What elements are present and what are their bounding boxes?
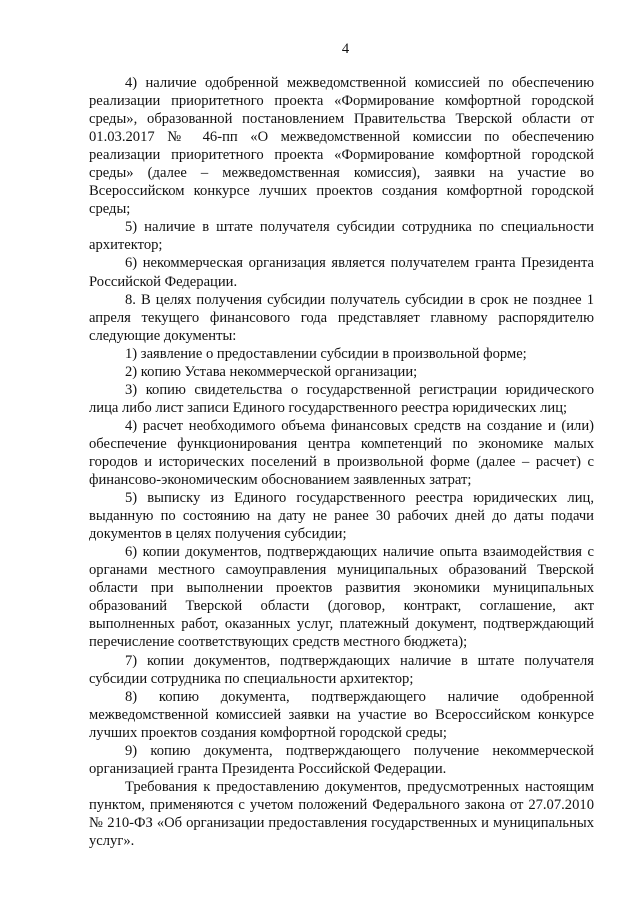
paragraph-doc-8-commission-approval: 8) копию документа, подтверждающего наличие одобренной межведомственной комиссией заявки на участие во Всероссийском конкурсе лучших проектов создания комфортной городской среды; [89,688,594,741]
paragraph-requirements-law: Требования к предоставлению документов, предусмотренных настоящим пунктом, применяются с учетом положений Федерального закона от 27.07.2010 № 210-ФЗ «Об организации предоставления государственных и муниципальных услуг». [89,778,594,849]
page-number: 4 [341,41,350,57]
paragraph-doc-5-registry-extract: 5) выписку из Единого государственного реестра юридических лиц, выданную по состоянию на дату не ранее 30 рабочих дней до даты подачи документов в целях получения субсидии; [89,490,594,543]
paragraph-doc-1-application: 1) заявление о предоставлении субсидии в произвольной форме; [125,345,527,362]
paragraph-doc-9-grant: 9) копию документа, подтверждающего получение некоммерческой организацией гранта Президента Российской Федерации. [89,742,594,777]
paragraph-doc-6-experience: 6) копии документов, подтверждающих наличие опыта взаимодействия с органами местного самоуправления муниципальных образований Тверской области при выполнении проектов развития экономики муниципальных образований Тверской области (договор, контракт, соглашение, акт выполненных работ, оказанных услуг, платежный документ, подтверждающий перечисление соответствующих средств местного бюджета); [89,544,594,651]
paragraph-section-8-documents: 8. В целях получения субсидии получатель субсидии в срок не позднее 1 апреля текущего финансового года представляет главному распорядителю следующие документы: [89,291,594,344]
paragraph-doc-2-charter: 2) копию Устава некоммерческой организации; [125,363,418,380]
paragraph-item-6-presidential-grant: 6) некоммерческая организация является получателем гранта Президента Российской Федерации. [89,255,594,290]
paragraph-item-4-interagency-approval: 4) наличие одобренной межведомственной комиссией по обеспечению реализации приоритетного проекта «Формирование комфортной городской среды», образованной постановлением Правительства Тверской области от 01.03.2017 № 46-пп «О межведомственной комиссии по обеспечению реализации приоритетного проекта «Формирование комфортной городской среды» (далее – межведомственная комиссия), заявки на участие во Всероссийском конкурсе лучших проектов создания комфортной городской среды; [89,75,594,218]
document-page [89,40,594,850]
paragraph-item-5-architect-staff: 5) наличие в штате получателя субсидии сотрудника по специальности архитектор; [89,219,594,254]
paragraph-doc-4-calculation: 4) расчет необходимого объема финансовых средств на создание и (или) обеспечение функционирования центра компетенций по экономике малых городов и исторических поселений в произвольной форме (далее – расчет) с финансово-экономическим обоснованием заявленных затрат; [89,417,594,489]
paragraph-doc-3-registration: 3) копию свидетельства о государственной регистрации юридического лица либо лист записи Единого государственного реестра юридических лиц; [89,381,594,416]
paragraph-doc-7-architect: 7) копии документов, подтверждающих наличие в штате получателя субсидии сотрудника по специальности архитектор; [89,652,594,687]
